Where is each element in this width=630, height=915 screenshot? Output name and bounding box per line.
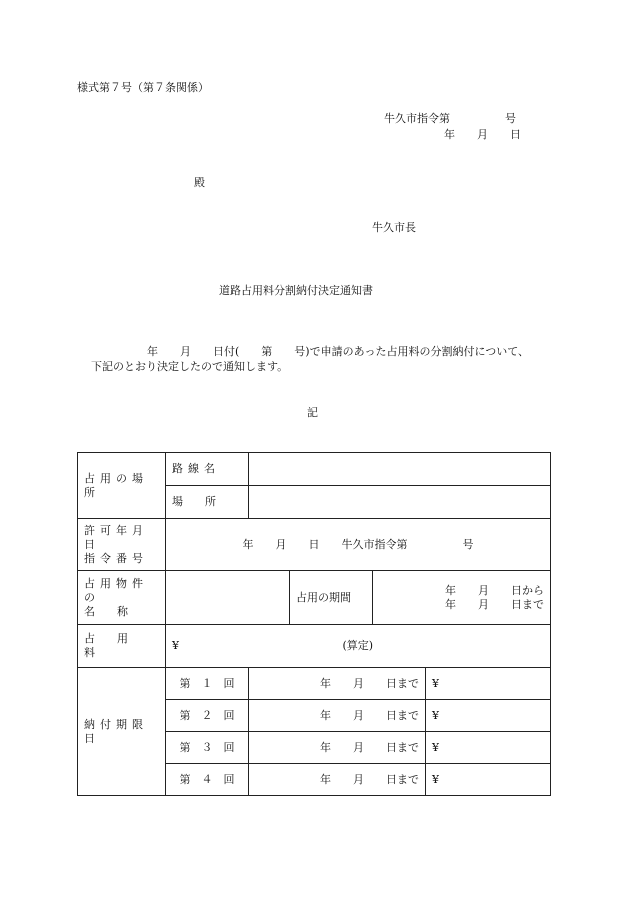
permit-label: 許可年月日 指令番号: [78, 519, 166, 571]
table-row: [78, 668, 551, 700]
calc-note: (算定): [342, 639, 374, 652]
body-line-1: 年 月 日付( 第 号)で申請のあった占用料の分割納付について、: [147, 345, 530, 358]
route-value: [249, 453, 551, 486]
object-label: 占用物件の 名 称: [78, 571, 166, 625]
installment-label: 第 １ 回: [166, 668, 249, 700]
place-value: [249, 486, 551, 519]
installment-label: 第 ２ 回: [166, 700, 249, 732]
place-label: 場 所: [166, 486, 249, 519]
installment-amount: ¥: [426, 700, 551, 732]
issuer-number: 牛久市指令第 号: [384, 112, 516, 125]
period-label: 占用の期間: [290, 571, 373, 625]
period-value: 年 月 日から 年 月 日まで: [373, 571, 551, 625]
route-label: 路線名: [166, 453, 249, 486]
fee-value: [166, 625, 551, 668]
installment-label: 第 ４ 回: [166, 764, 249, 796]
installment-label: 第 ３ 回: [166, 732, 249, 764]
installment-amount: ¥: [426, 668, 551, 700]
installment-date: 年 月 日まで: [249, 700, 426, 732]
form-number: 様式第７号（第７条関係）: [77, 81, 209, 94]
body-line-2: 下記のとおり決定したので通知します。: [91, 360, 289, 373]
object-value: [166, 571, 290, 625]
document-title: 道路占用料分割納付決定通知書: [219, 284, 373, 297]
deadline-label: 納付期限日: [78, 668, 166, 796]
sender-name: 牛久市長: [372, 221, 416, 234]
permit-value: 年 月 日 牛久市指令第 号: [166, 519, 551, 571]
installment-date: 年 月 日まで: [249, 764, 426, 796]
location-label: 占用の場所: [78, 453, 166, 519]
table-row: [78, 453, 551, 486]
installment-amount: ¥: [426, 732, 551, 764]
installment-date: 年 月 日まで: [249, 732, 426, 764]
details-table: [77, 452, 551, 796]
yen-sign: ¥: [172, 639, 179, 652]
addressee-suffix: 殿: [194, 176, 205, 189]
table-row: [78, 519, 551, 571]
fee-label: 占 用 料: [78, 625, 166, 668]
table-row: [78, 571, 551, 625]
ki-heading: 記: [307, 406, 318, 419]
installment-amount: ¥: [426, 764, 551, 796]
table-row: [78, 625, 551, 668]
issue-date: 年 月 日: [444, 128, 521, 141]
installment-date: 年 月 日まで: [249, 668, 426, 700]
